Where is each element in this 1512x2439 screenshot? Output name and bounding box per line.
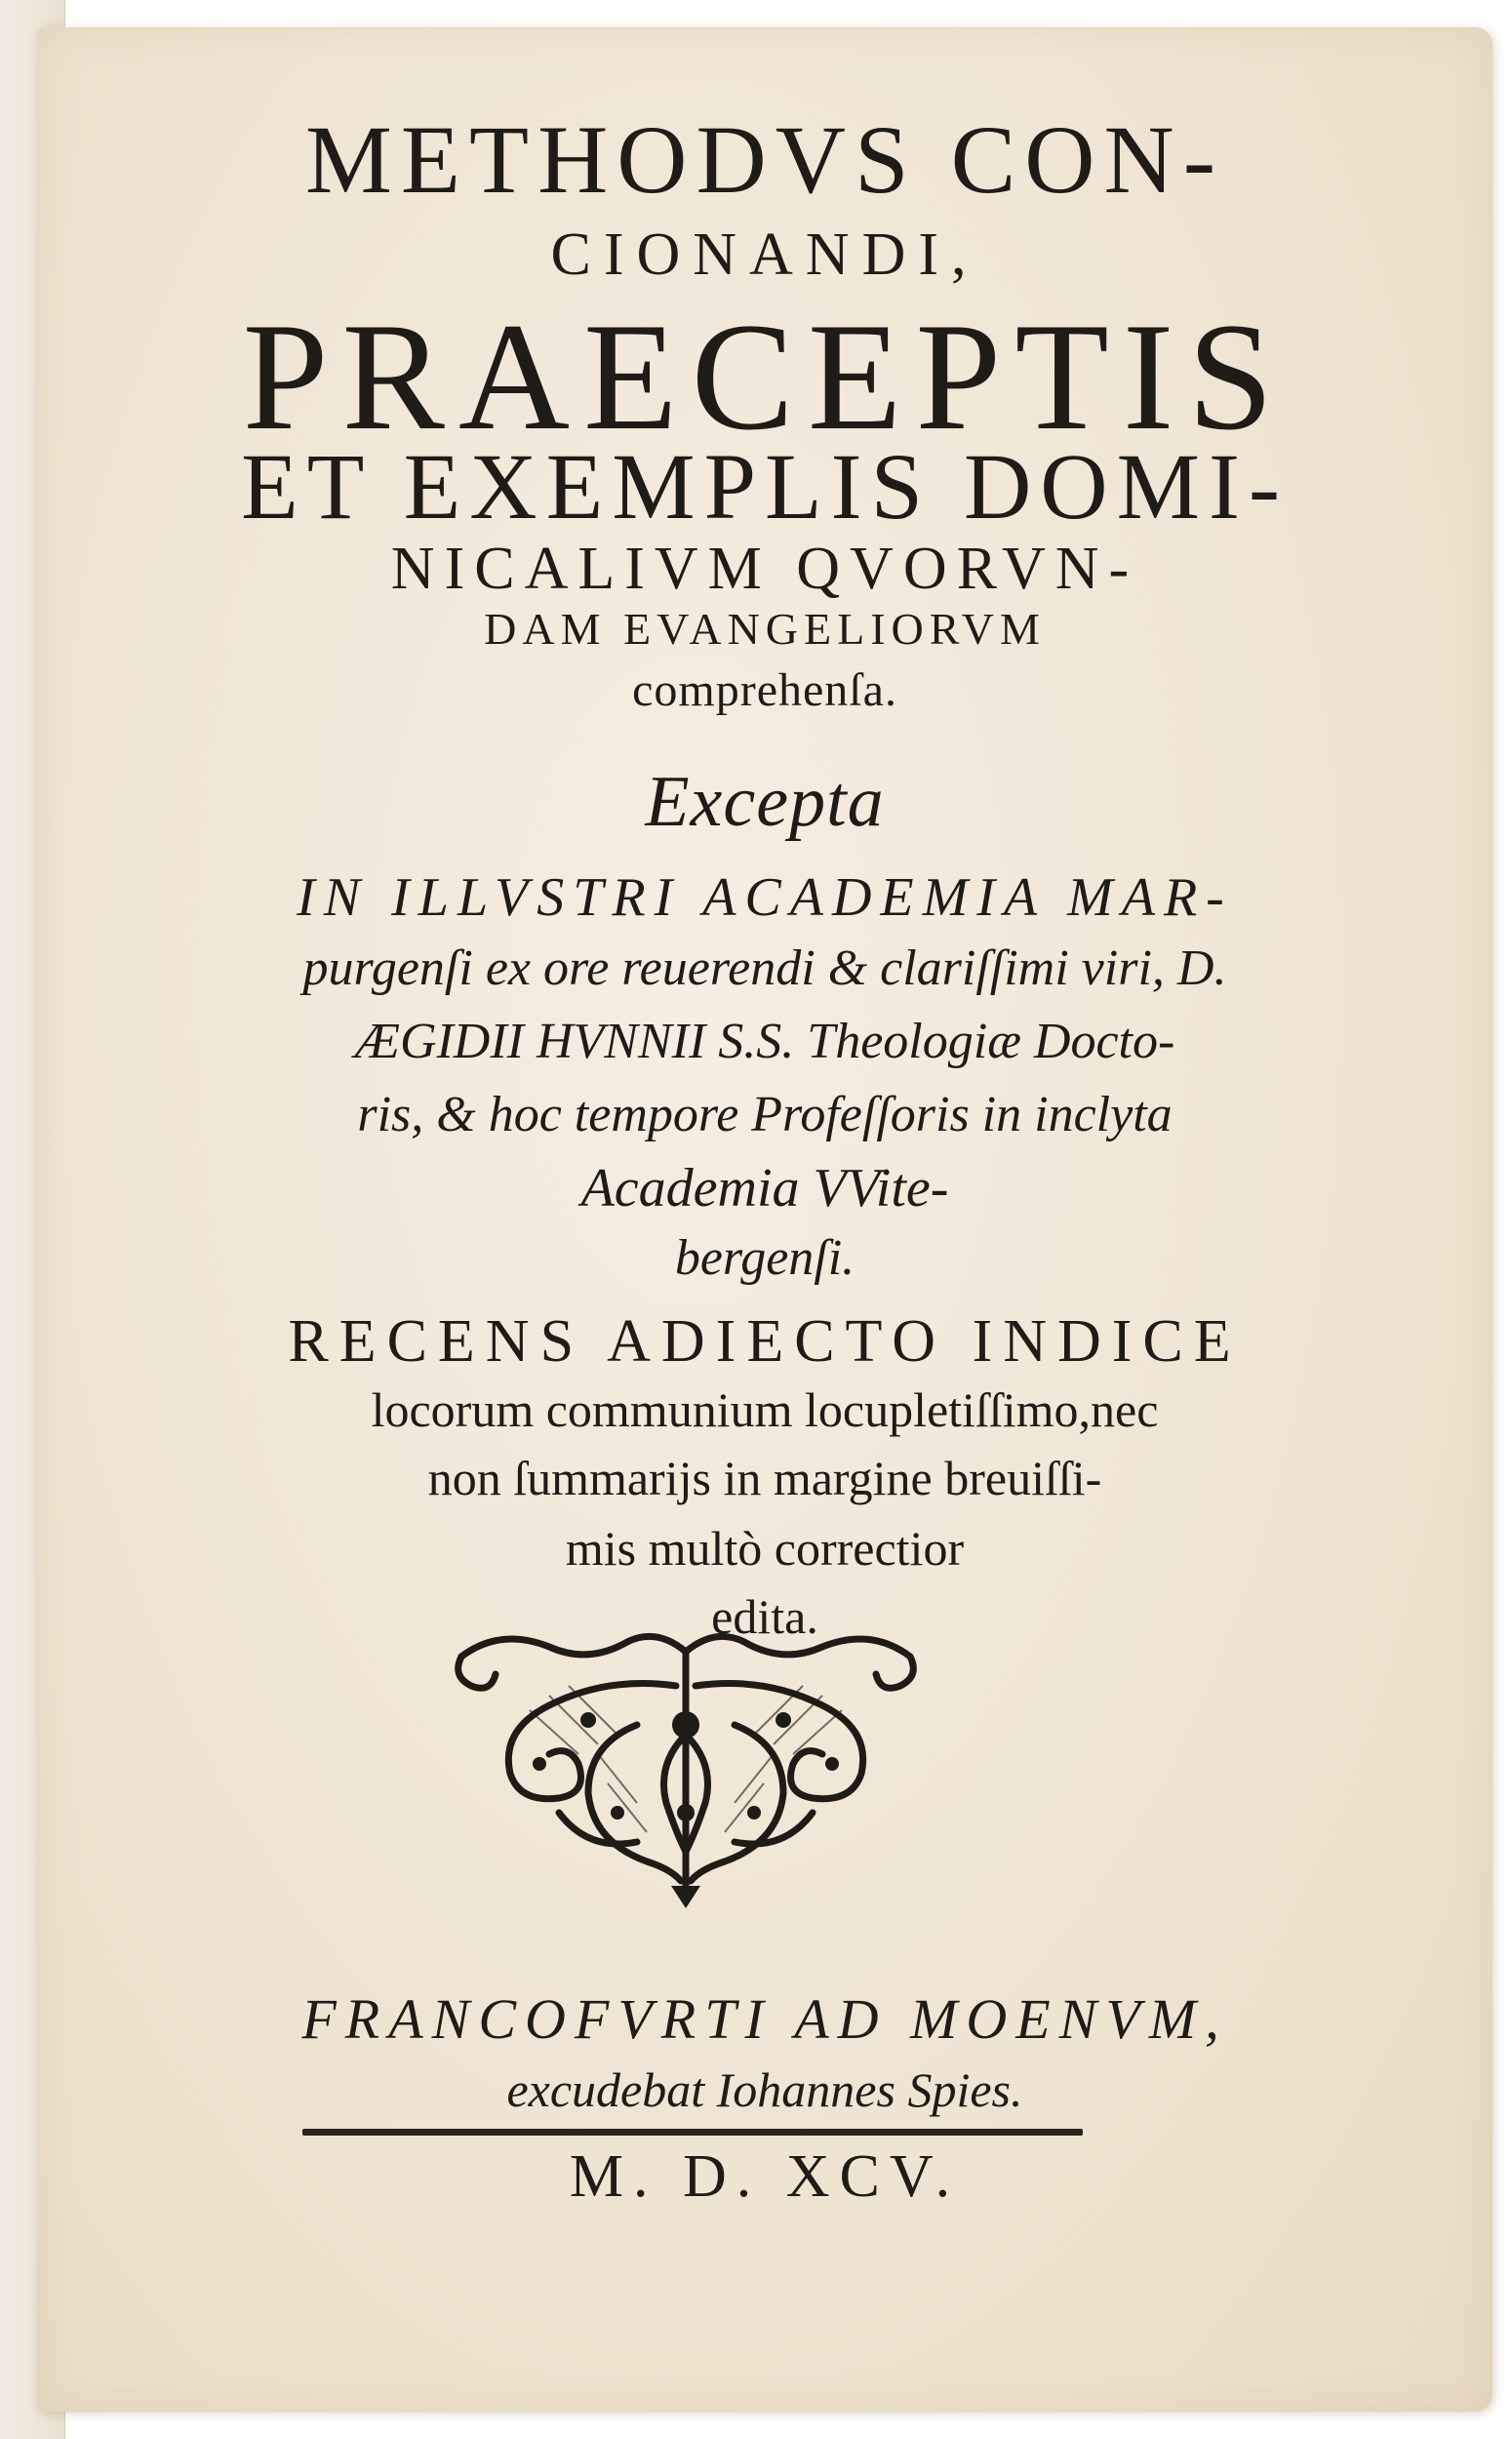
imprint-year: M. D. XCV. xyxy=(569,2143,961,2210)
title-line-3: PRAECEPTIS xyxy=(242,292,1288,462)
imprint-rule xyxy=(302,2129,1083,2136)
edition-line-5: edita. xyxy=(711,1589,818,1644)
author-line-5: Academia VVite- xyxy=(580,1158,949,1219)
title-page xyxy=(37,27,1492,2412)
title-line-7: comprehenſa. xyxy=(632,664,897,716)
title-line-6: DAM EVANGELIORVM xyxy=(484,604,1046,654)
fleuron-ornament-icon xyxy=(442,1618,930,1910)
title-line-5: NICALIVM QVORVN- xyxy=(390,536,1139,602)
author-line-4: ris, & hoc tempore Profeſſoris in inclyta xyxy=(357,1087,1173,1142)
title-line-1: METHODVS CON- xyxy=(305,105,1224,214)
excepta-heading: Excepta xyxy=(645,762,885,842)
edition-line-1: RECENS ADIECTO INDICE xyxy=(288,1308,1242,1375)
imprint-place: FRANCOFVRTI AD MOENVM, xyxy=(301,1987,1228,2051)
author-line-1: IN ILLVSTRI ACADEMIA MAR- xyxy=(297,867,1233,928)
title-line-4: ET EXEMPLIS DOMI- xyxy=(241,434,1289,539)
author-line-2: purgenſi ex ore reuerendi & clariſſimi viri, D. xyxy=(302,940,1227,996)
imprint-printer: excudebat Iohannes Spies. xyxy=(506,2062,1023,2117)
edition-line-2: locorum communium locupletiſſimo,nec xyxy=(371,1382,1159,1437)
edition-line-4: mis multò correctior xyxy=(565,1521,965,1576)
author-line-6: bergenſi. xyxy=(674,1230,855,1286)
edition-line-3: non ſummarijs in margine breuiſſi- xyxy=(427,1451,1102,1505)
title-line-2: CIONANDI, xyxy=(550,221,979,288)
author-line-3: ÆGIDII HVNNII S.S. Theologiæ Docto- xyxy=(354,1014,1175,1069)
